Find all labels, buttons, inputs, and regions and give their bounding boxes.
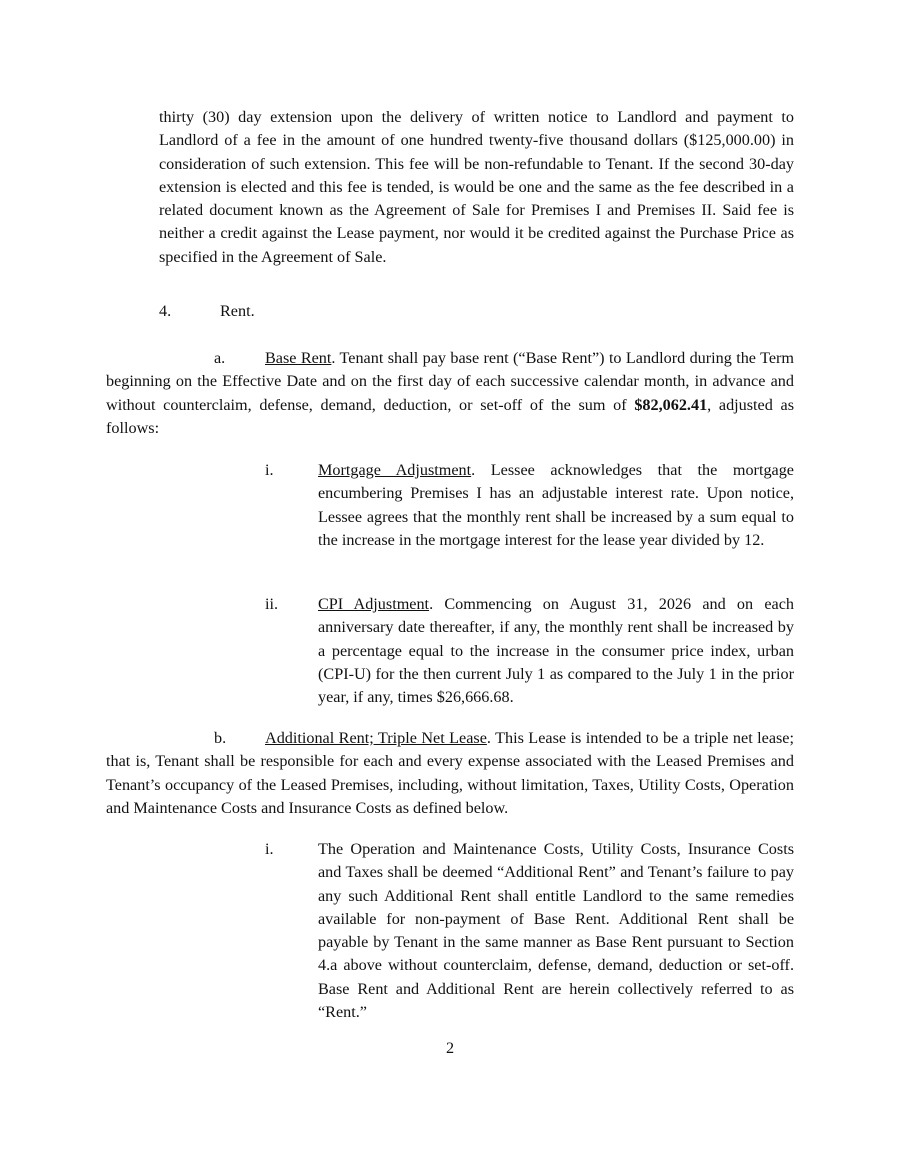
cpi-adjustment-label: ii. bbox=[265, 595, 279, 613]
additional-rent-item-paragraph: The Operation and Maintenance Costs, Utility Costs, Insurance Costs and Taxes shall be deemed “Additional Rent” and Tenant’s failure to pay any such Additional Rent shall entitle Landlord to the same remedies available for non-payment of Base Rent. Additional Rent shall be payable by Tenant in the same manner as Base Rent pursuant to Section 4.a above without counterclaim, defense, demand, deduction or set-off. Base Rent and Additional Rent are herein collectively referred to as “Rent.” bbox=[318, 840, 794, 1022]
mortgage-adjustment-paragraph bbox=[318, 459, 794, 552]
base-rent-heading: Base Rent bbox=[265, 349, 332, 367]
base-rent-paragraph bbox=[106, 347, 794, 440]
cpi-adjustment-text: . Commencing on August 31, 2026 and on each anniversary date thereafter, if any, the monthly rent shall be increased by a percentage equal to the increase in the consumer price index, urban (CPI-U) for the then current July 1 as compared to the July 1 in the prior year, if any, times $26,666.68. bbox=[318, 595, 794, 707]
additional-rent-label: b. bbox=[214, 729, 227, 747]
base-rent-amount: $82,062.41 bbox=[634, 395, 708, 414]
mortgage-adjustment-heading: Mortgage Adjustment bbox=[318, 461, 472, 479]
additional-rent-paragraph bbox=[106, 727, 794, 820]
mortgage-adjustment-text: . Lessee acknowledges that the mortgage encumbering Premises I has an adjustable interest rate. Upon notice, Lessee agrees that the monthly rent shall be increased by a sum equal to the increase in the mortgage interest for the lease year divided by 12. bbox=[318, 461, 794, 549]
cpi-adjustment-paragraph bbox=[318, 593, 794, 709]
base-rent-label: a. bbox=[214, 349, 226, 367]
base-rent-text: . Tenant shall pay base rent (“Base Rent”) to Landlord during the Term beginning on the Effective Date and on the first day of each successive calendar month, in advance and without counterclaim, defense, demand, deduction, or set-off of the sum of bbox=[106, 349, 794, 414]
intro-paragraph: thirty (30) day extension upon the delivery of written notice to Landlord and payment to Landlord of a fee in the amount of one hundred twenty-five thousand dollars ($125,000.00) in consideration of such extension. This fee will be non-refundable to Tenant. If the second 30-day extension is elected and this fee is tended, is would be one and the same as the fee described in a related document known as the Agreement of Sale for Premises I and Premises II. Said fee is neither a credit against the Lease payment, nor would it be credited against the Purchase Price as specified in the Agreement of Sale. bbox=[159, 108, 794, 266]
mortgage-adjustment-label: i. bbox=[265, 461, 274, 479]
page-number: 2 bbox=[445, 1039, 455, 1057]
base-rent-text-end: , adjusted as follows: bbox=[106, 395, 794, 437]
section-number: 4. bbox=[159, 302, 172, 320]
additional-rent-item-label: i. bbox=[265, 840, 274, 858]
cpi-adjustment-heading: CPI Adjustment bbox=[318, 595, 430, 613]
additional-rent-text: . This Lease is intended to be a triple net lease; that is, Tenant shall be responsible for each and every expense associated with the Leased Premises and Tenant’s occupancy of the Leased Premises, including, without limitation, Taxes, Utility Costs, Operation and Maintenance Costs and Insurance Costs as defined below. bbox=[106, 729, 794, 817]
additional-rent-heading: Additional Rent; Triple Net Lease bbox=[265, 729, 487, 747]
section-title: Rent. bbox=[220, 302, 255, 320]
